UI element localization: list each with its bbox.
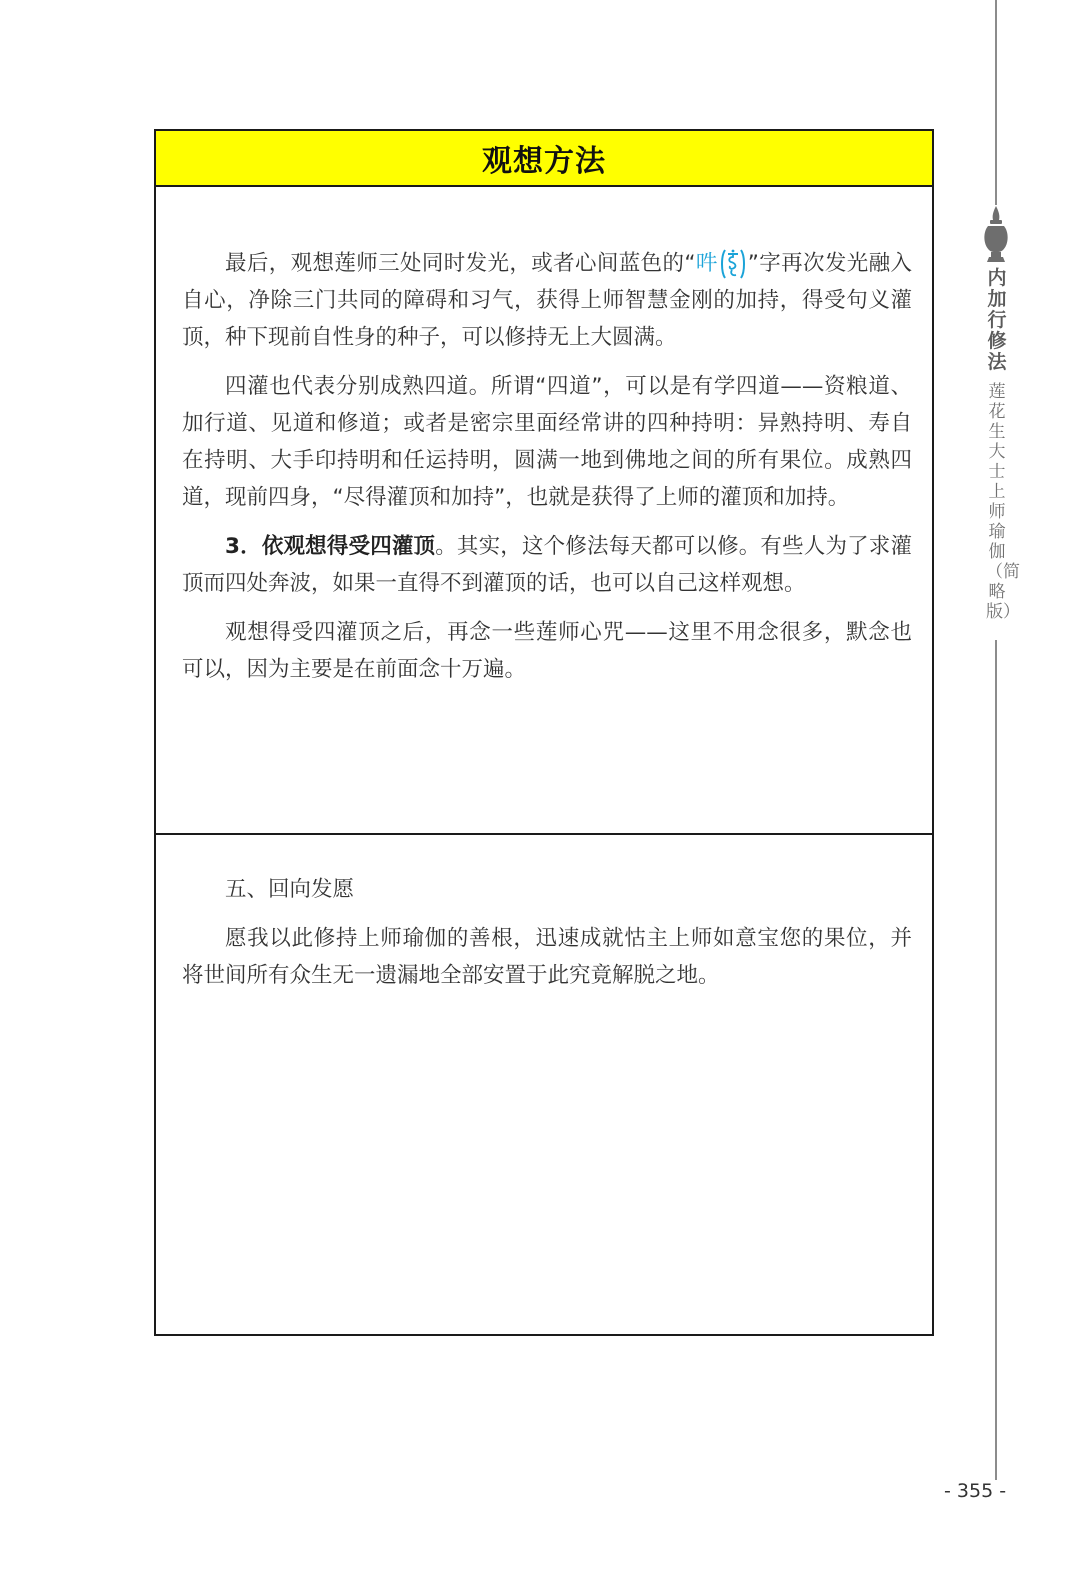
dedication-section xyxy=(182,871,912,1006)
vase-ornament-icon xyxy=(981,204,1011,266)
box-header xyxy=(156,131,932,187)
chapter-title-vertical: 内加行修法 xyxy=(987,267,1007,373)
paragraph-2: 四灌也代表分别成熟四道。所谓“四道”，可以是有学四道——资粮道、加行道、见道和修道；或者是密宗里面经常讲的四种持明：异熟持明、寿自在持明、大手印持明和任运持明，圆满一地到佛地之间的所有果位。成熟四道，现前四身，“尽得灌顶和加持”，也就是获得了上师的灌顶和加持。 xyxy=(182,374,912,510)
paragraph-3-heading: 3．依观想得受四灌顶 xyxy=(225,534,436,559)
section-5-heading: 五、回向发愿 xyxy=(225,877,355,902)
margin-rule-bottom xyxy=(995,640,997,1480)
paragraph-1-start: 最后，观想莲师三处同时发光，或者心间蓝色的“ xyxy=(225,251,696,276)
paragraph-1-end: ”字再次发光融入自心，净除三门共同的障碍和习气，获得上师智慧金刚的加持，得受句义灌顶，种下现前自性身的种子，可以修持无上大圆满。 xyxy=(182,251,912,350)
content-frame xyxy=(154,129,934,1336)
paragraph-3 xyxy=(182,528,912,602)
box-title: 观想方法 xyxy=(482,144,606,179)
section-divider xyxy=(156,833,932,835)
paragraph-3-body: 。其实，这个修法每天都可以修。有些人为了求灌顶而四处奔波，如果一直得不到灌顶的话，也可以自己这样观想。 xyxy=(182,534,912,596)
section-5-paragraph: 愿我以此修持上师瑜伽的善根，迅速成就怙主上师如意宝您的果位，并将世间所有众生无一遗漏地全部安置于此究竟解脱之地。 xyxy=(182,926,912,988)
hum-syllable-icon xyxy=(719,247,747,281)
paragraph-1 xyxy=(182,245,912,356)
margin-rule-top xyxy=(995,0,997,205)
paragraph-4: 观想得受四灌顶之后，再念一些莲师心咒——这里不用念很多，默念也可以，因为主要是在前面念十万遍。 xyxy=(182,620,912,682)
visualization-section xyxy=(182,245,912,700)
page-number: - 355 - xyxy=(944,1480,1007,1502)
section-subtitle-vertical: 莲花生大士上师瑜伽（简略版） xyxy=(986,382,1020,622)
seed-syllable: 吽 xyxy=(695,251,718,276)
